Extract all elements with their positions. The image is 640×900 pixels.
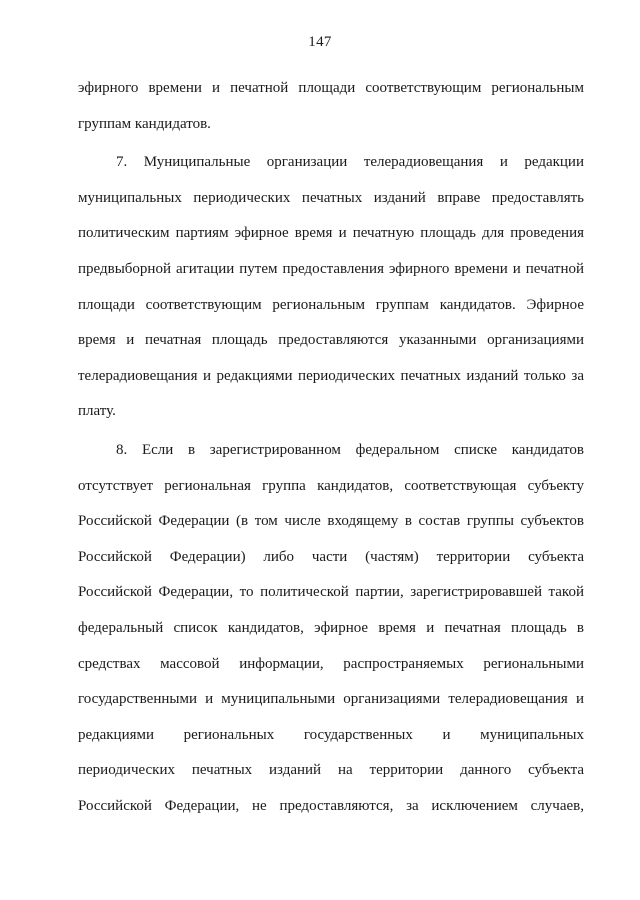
- text-line: эфирного времени и печатной площади соответствующим региональным: [78, 80, 584, 96]
- text-line: федеральный список кандидатов, эфирное время и печатная площадь в: [78, 619, 584, 636]
- text-line: Российской Федерации, не предоставляются, за исключением случаев,: [78, 797, 584, 814]
- text-line: Российской Федерации (в том числе входящему в состав группы субъектов: [78, 513, 584, 530]
- text-line: плату.: [78, 403, 116, 420]
- text-line: Российской Федерации) либо части (частям) территории субъекта: [78, 548, 584, 565]
- text-line: телерадиовещания и редакциями периодических печатных изданий только за: [78, 367, 584, 384]
- text-line: муниципальных периодических печатных изданий вправе предоставлять: [78, 189, 584, 206]
- text-line: время и печатная площадь предоставляются указанными организациями: [78, 332, 584, 349]
- body-text: [78, 71, 584, 824]
- text-line: 7. Муниципальные организации телерадиовещания и редакции: [116, 154, 584, 171]
- text-line: редакциями региональных государственных и муниципальных: [78, 726, 584, 743]
- text-line: периодических печатных изданий на территории данного субъекта: [78, 762, 584, 779]
- text-line: 8. Если в зарегистрированном федеральном списке кандидатов: [116, 441, 584, 458]
- text-line: площади соответствующим региональным группам кандидатов. Эфирное: [78, 296, 584, 313]
- text-line: политическим партиям эфирное время и печатную площадь для проведения: [78, 225, 584, 242]
- text-line: Российской Федерации, то политической партии, зарегистрировавшей такой: [78, 584, 584, 601]
- text-line: группам кандидатов.: [78, 115, 211, 132]
- text-line: отсутствует региональная группа кандидатов, соответствующая субъекту: [78, 477, 584, 494]
- text-line: предвыборной агитации путем предоставления эфирного времени и печатной: [78, 260, 584, 277]
- text-line: средствах массовой информации, распространяемых региональными: [78, 655, 584, 672]
- text-line: государственными и муниципальными организациями телерадиовещания и: [78, 691, 584, 708]
- page-number: 147: [308, 34, 332, 50]
